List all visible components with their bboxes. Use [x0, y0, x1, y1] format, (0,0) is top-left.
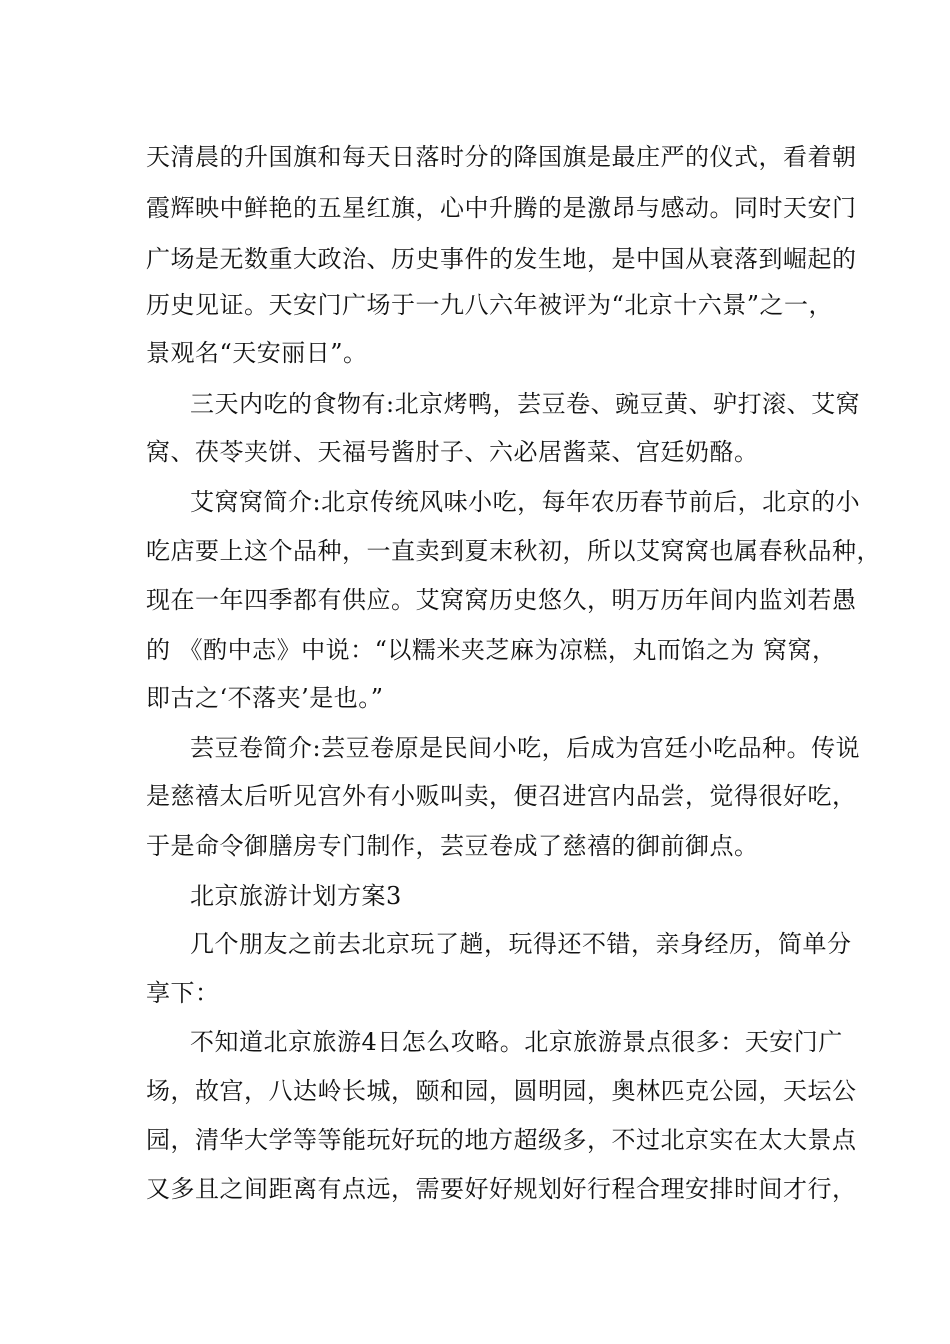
text-line: 是慈禧太后听见宫外有小贩叫卖，便召进宫内品尝，觉得很好吃， [146, 782, 857, 810]
text-line: 即古之‘不落夹’是也。” [146, 684, 384, 712]
text-line: 于是命令御膳房专门制作，芸豆卷成了慈禧的御前御点。 [146, 832, 759, 860]
text-line: 的 《酌中志》中说：“以糯米夹芝麻为凉糕，丸而馅之为 窝窝， [146, 636, 837, 664]
text-line: 园，清华大学等等能玩好玩的地方超级多，不过北京实在太大景点 [146, 1126, 857, 1154]
text-line: 吃店要上这个品种，一直卖到夏末秋初，所以艾窝窝也属春秋品种， [146, 537, 881, 565]
text-line: 窝、茯苓夹饼、天福号酱肘子、六必居酱菜、宫廷奶酪。 [146, 438, 759, 466]
paragraph-start: 几个朋友之前去北京玩了趟，玩得还不错，亲身经历，简单分 [190, 930, 852, 958]
section-heading: 北京旅游计划方案3 [190, 882, 402, 910]
text-line: 广场是无数重大政治、历史事件的发生地，是中国从衰落到崛起的 [146, 245, 857, 273]
paragraph-start: 不知道北京旅游4日怎么攻略。北京旅游景点很多：天安门广 [190, 1028, 843, 1056]
text-line: 天清晨的升国旗和每天日落时分的降国旗是最庄严的仪式，看着朝 [146, 143, 857, 171]
paragraph-start: 三天内吃的食物有:北京烤鸭，芸豆卷、豌豆黄、驴打滚、艾窝 [190, 390, 861, 418]
paragraph-start: 艾窝窝简介:北京传统风味小吃，每年农历春节前后，北京的小 [190, 488, 861, 516]
text-line: 又多且之间距离有点远，需要好好规划好行程合理安排时间才行， [146, 1175, 857, 1203]
text-line: 场，故宫，八达岭长城，颐和园，圆明园，奥林匹克公园，天坛公 [146, 1077, 857, 1105]
text-line: 历史见证。天安门广场于一九八六年被评为“北京十六景”之一， [146, 291, 834, 319]
text-line: 景观名“天安丽日”。 [146, 339, 368, 367]
paragraph-start: 芸豆卷简介:芸豆卷原是民间小吃，后成为宫廷小吃品种。传说 [190, 734, 861, 762]
text-line: 现在一年四季都有供应。艾窝窝历史悠久，明万历年间内监刘若愚 [146, 586, 857, 614]
text-line: 霞辉映中鲜艳的五星红旗，心中升腾的是激昂与感动。同时天安门 [146, 194, 857, 222]
text-line: 享下： [146, 979, 220, 1007]
